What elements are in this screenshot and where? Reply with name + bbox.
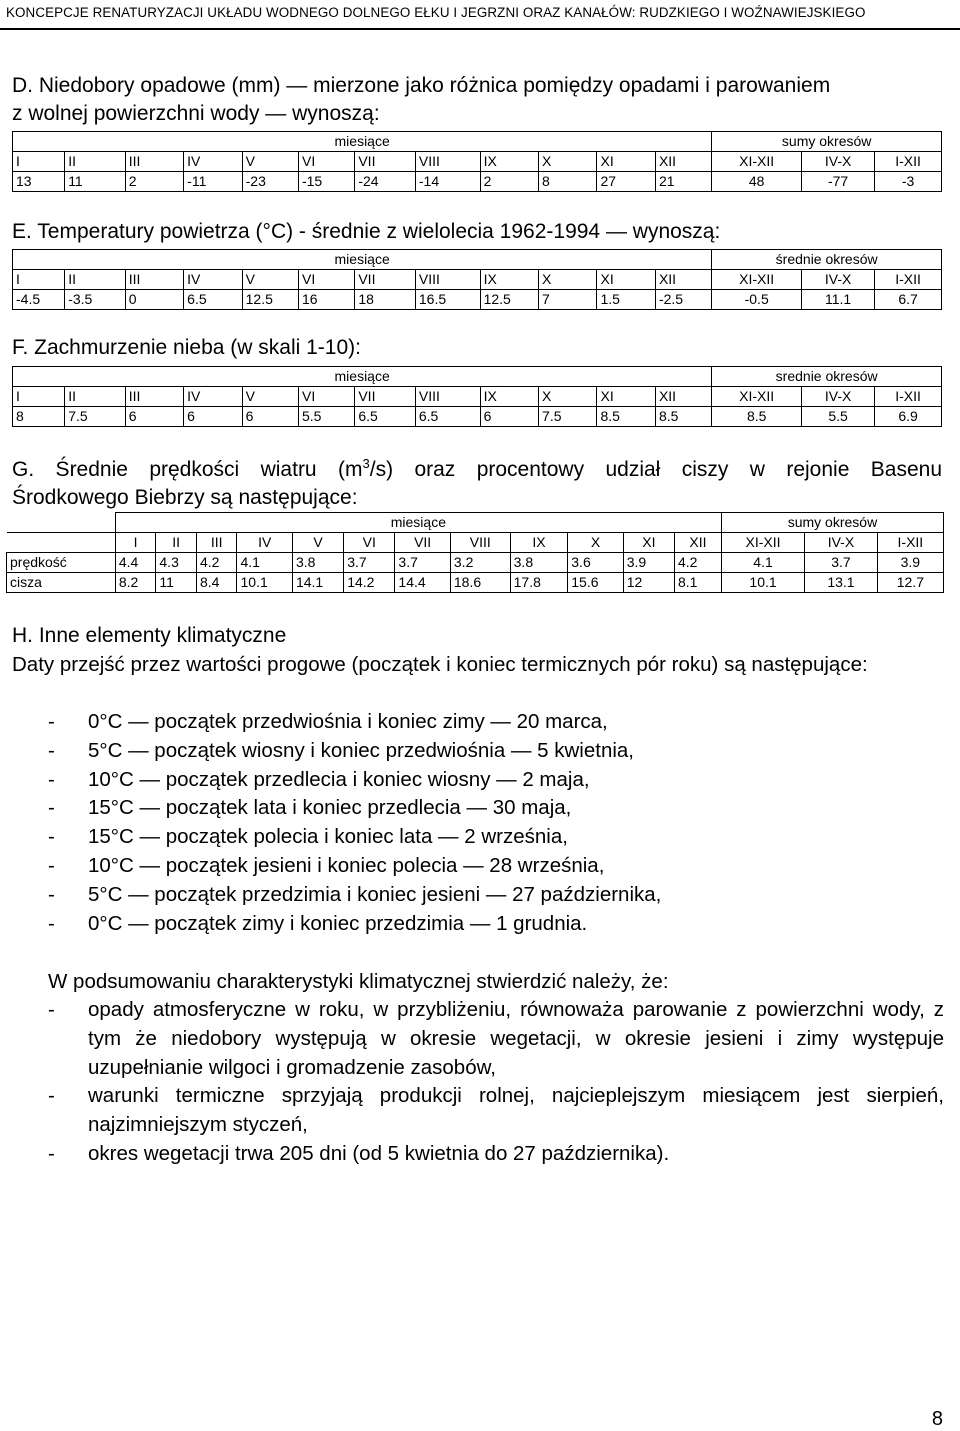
group-header-row — [13, 250, 942, 270]
periods-group-header: średnie okresów — [712, 250, 942, 270]
month-header: IV — [237, 533, 292, 553]
table-cell: 8 — [539, 172, 597, 192]
list-dash: - — [48, 998, 55, 1021]
period-header: XI-XII — [712, 387, 802, 407]
table-cell: 48 — [712, 172, 802, 192]
month-header: I — [13, 270, 65, 290]
table-cell: 18.6 — [450, 573, 510, 593]
table-cell: 21 — [655, 172, 711, 192]
table-cell: 6 — [184, 407, 242, 427]
wind-table — [6, 512, 944, 593]
column-header-row — [13, 152, 942, 172]
table-cell: -15 — [298, 172, 354, 192]
list-item — [48, 794, 944, 823]
list-item-text: 5°C — początek przedzimia i koniec jesieni — 27 października, — [88, 882, 662, 906]
month-header: VII — [355, 270, 416, 290]
month-header: IV — [184, 152, 242, 172]
month-header: I — [115, 533, 156, 553]
period-header: I-XII — [877, 533, 943, 553]
table-cell: 6 — [480, 407, 538, 427]
list-item-text: warunki termiczne sprzyjają produkcji rolnej, najcieplejszym miesiącem jest sierpień, najzimniejszym styczeń, — [88, 1084, 944, 1137]
months-group-header: miesiące — [13, 367, 712, 387]
table-cell: 6 — [125, 407, 183, 427]
month-header: XII — [674, 533, 721, 553]
table-cell: 3.8 — [292, 553, 343, 573]
list-item-text: 15°C — początek lata i koniec przedlecia — 30 maja, — [88, 796, 572, 820]
period-header: IV-X — [802, 152, 875, 172]
table-cell: 5.5 — [802, 407, 875, 427]
section-d-heading: D. Niedobory opadowe (mm) — mierzone jako różnica pomiędzy opadami i parowaniem z wolnej powierzchni wody — wynoszą: — [12, 74, 831, 125]
period-header: XI-XII — [721, 533, 804, 553]
summary-intro: W podsumowaniu charakterystyki klimatycznej stwierdzić należy, że: — [48, 970, 669, 993]
table-cell: 7.5 — [539, 407, 597, 427]
month-header: VIII — [415, 387, 480, 407]
list-item — [48, 910, 944, 939]
month-header: XII — [655, 152, 711, 172]
table-cell: 4.3 — [156, 553, 197, 573]
month-header: I — [13, 387, 65, 407]
list-dash: - — [48, 1084, 55, 1108]
month-header: V — [242, 387, 298, 407]
wind-speed-row — [7, 553, 944, 573]
table-cell: 8.1 — [674, 573, 721, 593]
section-h-intro: Daty przejść przez wartości progowe (początek i koniec termicznych pór roku) są następujące: — [12, 653, 868, 676]
month-header: XI — [623, 533, 674, 553]
month-header: V — [242, 270, 298, 290]
month-header: VIII — [450, 533, 510, 553]
table-cell: -14 — [415, 172, 480, 192]
group-header-row — [13, 132, 942, 152]
table-cell: 11.1 — [802, 290, 875, 310]
month-header: VIII — [415, 152, 480, 172]
section-f-heading: F. Zachmurzenie nieba (w skali 1-10): — [12, 336, 361, 359]
table-cell: -3.5 — [65, 290, 126, 310]
empty-corner-cell — [7, 533, 116, 553]
table-cell: 6.5 — [355, 407, 416, 427]
table-cell: 6.7 — [875, 290, 942, 310]
table-cell: 8.5 — [655, 407, 711, 427]
list-item-text: 10°C — początek przedlecia i koniec wiosny — 2 maja, — [88, 767, 590, 791]
month-header: II — [65, 152, 126, 172]
period-header: XI-XII — [712, 270, 802, 290]
table-cell: 3.8 — [510, 553, 568, 573]
table-cell: 4.1 — [237, 553, 292, 573]
month-header: V — [292, 533, 343, 553]
month-header: IX — [480, 152, 538, 172]
month-header: V — [242, 152, 298, 172]
list-item — [48, 1140, 944, 1169]
table-cell: -0.5 — [712, 290, 802, 310]
table-cell: 17.8 — [510, 573, 568, 593]
month-header: I — [13, 152, 65, 172]
column-header-row — [13, 387, 942, 407]
month-header: X — [568, 533, 623, 553]
period-header: XI-XII — [712, 152, 802, 172]
temperature-table — [12, 249, 942, 310]
month-header: VI — [298, 387, 354, 407]
table-cell: 6.5 — [415, 407, 480, 427]
month-header: X — [539, 152, 597, 172]
page-header: KONCEPCJE RENATURYZACJI UKŁADU WODNEGO DOLNEGO EŁKU I JEGRZNI ORAZ KANAŁÓW: RUDZKIEGO I WOŹNAWIEJSKIEGO — [6, 5, 866, 20]
month-header: II — [156, 533, 197, 553]
table-cell: 27 — [597, 172, 655, 192]
month-header: IX — [480, 387, 538, 407]
month-header: II — [65, 270, 126, 290]
month-header: IX — [480, 270, 538, 290]
row-label: cisza — [7, 573, 116, 593]
table-cell: 11 — [65, 172, 126, 192]
table-cell: 7.5 — [65, 407, 126, 427]
periods-group-header: srednie okresów — [712, 367, 942, 387]
list-dash: - — [48, 1141, 55, 1165]
table-cell: 7 — [539, 290, 597, 310]
table-cell: 14.2 — [344, 573, 395, 593]
list-item-text: 0°C — początek zimy i koniec przedzimia — 1 grudnia. — [88, 911, 588, 935]
table-cell: 12.7 — [877, 573, 943, 593]
table-cell: 3.7 — [395, 553, 450, 573]
table-cell: 15.6 — [568, 573, 623, 593]
list-dash: - — [48, 911, 55, 935]
section-h-heading: H. Inne elementy klimatyczne — [12, 624, 287, 647]
table-cell: 11 — [156, 573, 197, 593]
section-g-heading: G. Średnie prędkości wiatru $(m^3/s)$ oraz procentowy udział ciszy w rejonie Basenu Środkowego Biebrzy są następujące: — [12, 456, 942, 509]
months-group-header: miesiące — [115, 513, 721, 533]
list-item-text: okres wegetacji trwa 205 dni (od 5 kwietnia do 27 października). — [88, 1141, 670, 1165]
list-dash: - — [48, 882, 55, 906]
row-label: prędkość — [7, 553, 116, 573]
table-cell: 4.1 — [721, 553, 804, 573]
month-header: XII — [655, 270, 711, 290]
table-cell: 2 — [125, 172, 183, 192]
table-cell: 10.1 — [721, 573, 804, 593]
month-header: III — [196, 533, 237, 553]
periods-group-header: sumy okresów — [721, 513, 943, 533]
period-header: I-XII — [875, 387, 942, 407]
column-header-row — [13, 270, 942, 290]
months-group-header: miesiące — [13, 250, 712, 270]
table-cell: 8.4 — [196, 573, 237, 593]
table-cell: 8.5 — [712, 407, 802, 427]
list-item-text: opady atmosferyczne w roku, w przybliżeniu, równoważa parowanie z powierzchni wody, z tym że niedobory występują w okresie wegetacji, w okresie jesieni i zimy występuje uzupełnianie wilgoci i gromadzenie zasobów, — [88, 998, 944, 1079]
table-cell: 1.5 — [597, 290, 655, 310]
table-cell: 12.5 — [480, 290, 538, 310]
table-cell: -3 — [875, 172, 942, 192]
list-item — [48, 996, 944, 1082]
month-header: VI — [298, 270, 354, 290]
month-header: XI — [597, 270, 655, 290]
list-dash: - — [48, 853, 55, 877]
period-header: I-XII — [875, 270, 942, 290]
list-item — [48, 852, 944, 881]
table-cell: 16.5 — [415, 290, 480, 310]
threshold-dates-list — [48, 708, 944, 938]
table-cell: 4.4 — [115, 553, 156, 573]
table-cell: 6 — [242, 407, 298, 427]
month-header: XII — [655, 387, 711, 407]
month-header: VI — [298, 152, 354, 172]
month-header: VII — [355, 387, 416, 407]
month-header: VII — [355, 152, 416, 172]
table-cell: 3.9 — [877, 553, 943, 573]
table-cell: 14.4 — [395, 573, 450, 593]
page-number: 8 — [931, 1408, 943, 1430]
calm-row — [7, 573, 944, 593]
month-header: III — [125, 270, 183, 290]
month-header: VIII — [415, 270, 480, 290]
list-item-text: 15°C — początek polecia i koniec lata — 2 września, — [88, 825, 568, 849]
list-item — [48, 766, 944, 795]
section-e-heading: E. Temperatury powietrza (°C) - średnie z wielolecia 1962-1994 — wynoszą: — [12, 220, 721, 243]
table-cell: 0 — [125, 290, 183, 310]
periods-group-header: sumy okresów — [712, 132, 942, 152]
table-cell: 2 — [480, 172, 538, 192]
month-header: VII — [395, 533, 450, 553]
table-cell: 18 — [355, 290, 416, 310]
month-header: IV — [184, 270, 242, 290]
cloudiness-table — [12, 366, 942, 427]
deficit-table — [12, 131, 942, 192]
months-group-header: miesiące — [13, 132, 712, 152]
table-cell: 12.5 — [242, 290, 298, 310]
table-cell: 6.9 — [875, 407, 942, 427]
table-cell: 12 — [623, 573, 674, 593]
table-cell: -11 — [184, 172, 242, 192]
table-cell: -4.5 — [13, 290, 65, 310]
list-item — [48, 881, 944, 910]
list-item-text: 0°C — początek przedwiośnia i koniec zimy — 20 marca, — [88, 710, 608, 733]
table-cell: 6.5 — [184, 290, 242, 310]
list-item — [48, 708, 944, 737]
table-cell: 3.6 — [568, 553, 623, 573]
list-dash: - — [48, 710, 55, 733]
month-header: II — [65, 387, 126, 407]
period-header: IV-X — [805, 533, 878, 553]
empty-corner-cell — [7, 513, 116, 533]
month-header: III — [125, 152, 183, 172]
table-cell: 8.2 — [115, 573, 156, 593]
period-header: I-XII — [875, 152, 942, 172]
table-cell: 3.9 — [623, 553, 674, 573]
month-header: X — [539, 387, 597, 407]
list-dash: - — [48, 796, 55, 820]
list-item-text: 5°C — początek wiosny i koniec przedwiośnia — 5 kwietnia, — [88, 738, 634, 762]
list-item — [48, 1082, 944, 1140]
column-header-row — [7, 533, 944, 553]
table-row — [13, 407, 942, 427]
table-cell: 13.1 — [805, 573, 878, 593]
month-header: XI — [597, 387, 655, 407]
group-header-row — [13, 367, 942, 387]
table-cell: 3.7 — [805, 553, 878, 573]
table-cell: 10.1 — [237, 573, 292, 593]
table-row — [13, 172, 942, 192]
table-cell: 8 — [13, 407, 65, 427]
month-header: IX — [510, 533, 568, 553]
table-cell: 3.7 — [344, 553, 395, 573]
table-cell: 14.1 — [292, 573, 343, 593]
list-dash: - — [48, 767, 55, 791]
month-header: XI — [597, 152, 655, 172]
list-item-text: 10°C — początek jesieni i koniec polecia — 28 września, — [88, 853, 605, 877]
table-cell: 16 — [298, 290, 354, 310]
table-cell: 8.5 — [597, 407, 655, 427]
table-cell: 3.2 — [450, 553, 510, 573]
list-dash: - — [48, 738, 55, 762]
list-dash: - — [48, 825, 55, 849]
table-cell: -23 — [242, 172, 298, 192]
table-cell: 5.5 — [298, 407, 354, 427]
table-cell: 4.2 — [196, 553, 237, 573]
table-cell: -2.5 — [655, 290, 711, 310]
list-item — [48, 823, 944, 852]
period-header: IV-X — [802, 270, 875, 290]
month-header: X — [539, 270, 597, 290]
table-row — [13, 290, 942, 310]
period-header: IV-X — [802, 387, 875, 407]
table-cell: -24 — [355, 172, 416, 192]
month-header: IV — [184, 387, 242, 407]
table-cell: 13 — [13, 172, 65, 192]
summary-list — [48, 996, 944, 1169]
group-header-row — [7, 513, 944, 533]
month-header: III — [125, 387, 183, 407]
month-header: VI — [344, 533, 395, 553]
header-rule — [0, 28, 960, 30]
list-item — [48, 737, 944, 766]
table-cell: -77 — [802, 172, 875, 192]
table-cell: 4.2 — [674, 553, 721, 573]
